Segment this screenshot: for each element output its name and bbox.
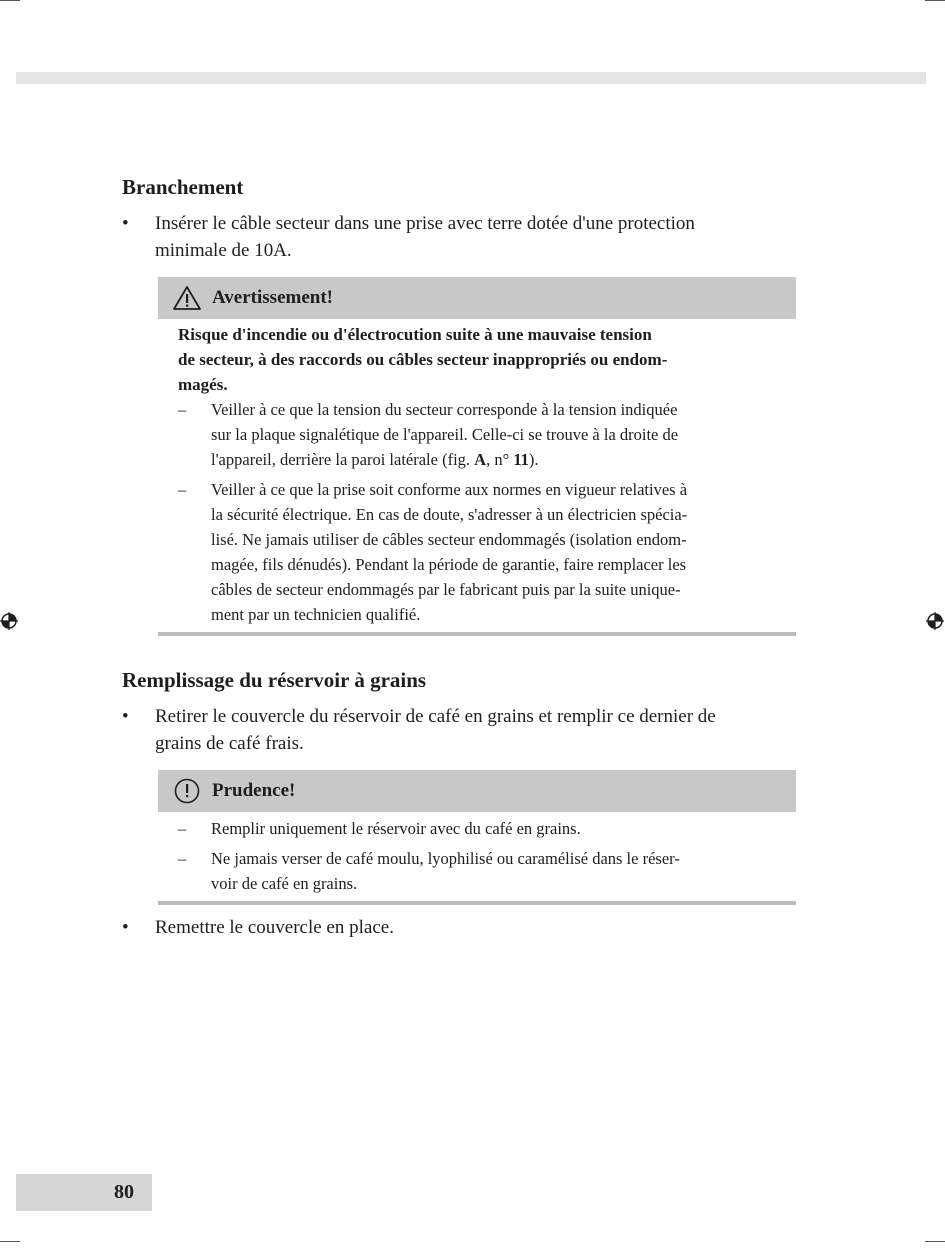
text-line: Veiller à ce que la prise soit conforme aux normes en vigueur relatives à <box>211 480 688 499</box>
text-line: Remplir uniquement le réservoir avec du café en grains. <box>211 819 581 838</box>
section-heading-remplissage: Remplissage du réservoir à grains <box>122 668 427 692</box>
page-number: 80 <box>114 1181 134 1203</box>
bullet-dot: • <box>122 917 129 938</box>
warning-triangle-icon <box>172 285 202 311</box>
text-line: sur la plaque signalétique de l'appareil. Celle-ci se trouve à la droite de <box>211 425 679 444</box>
dash-marker: – <box>178 819 187 838</box>
bullet-dot: • <box>122 213 129 234</box>
caution-item <box>178 816 786 841</box>
text-run: l'appareil, derrière la paroi latérale (fig. <box>211 450 475 469</box>
dash-marker: – <box>178 480 187 499</box>
caution-header <box>158 770 796 812</box>
figure-number: 11 <box>513 450 529 469</box>
warning-box <box>158 277 796 636</box>
bullet-text <box>155 704 812 757</box>
text-line: minimale de 10A. <box>155 239 292 261</box>
warning-title: Avertissement! <box>212 287 333 308</box>
text-line: Insérer le câble secteur dans une prise avec terre dotée d'une protection <box>155 213 695 234</box>
text-line: lisé. Ne jamais utiliser de câbles secteur endommagés (isolation endom- <box>211 530 687 549</box>
bullet-dot: • <box>122 706 129 727</box>
caution-exclamation-icon <box>172 778 202 804</box>
caution-box <box>158 770 796 905</box>
box-bottom-rule <box>158 901 796 905</box>
warning-body <box>158 319 796 627</box>
crop-mark <box>925 0 945 1</box>
text-line: câbles de secteur endommagés par le fabricant puis par la suite unique- <box>211 580 681 599</box>
text-line: la sécurité électrique. En cas de doute, s'adresser à un électricien spécia- <box>211 505 688 524</box>
bullet-item <box>122 704 812 757</box>
dash-marker: – <box>178 400 187 419</box>
caution-body <box>158 812 796 896</box>
header-band <box>16 72 926 84</box>
bullet-text: Remettre le couvercle en place. <box>155 917 394 938</box>
text-line: ment par un technicien qualifié. <box>211 605 421 624</box>
dash-marker: – <box>178 849 187 868</box>
text-line: Ne jamais verser de café moulu, lyophilisé ou caramélisé dans le réser- <box>211 849 680 868</box>
text-run: ). <box>528 450 539 469</box>
warning-header <box>158 277 796 319</box>
caution-item <box>178 846 786 896</box>
page-number-tab <box>16 1174 152 1211</box>
warning-item <box>178 397 786 472</box>
text-line: Risque d'incendie ou d'électrocution suite à une mauvaise tension <box>178 325 652 344</box>
text-line: magés. <box>178 375 228 394</box>
text-line <box>211 450 539 469</box>
crop-mark <box>0 1241 20 1242</box>
text-line: voir de café en grains. <box>211 874 358 893</box>
crop-mark <box>925 1241 945 1242</box>
text-line: Retirer le couvercle du réservoir de café en grains et remplir ce dernier de <box>155 706 716 727</box>
text-run: , n° <box>486 450 514 469</box>
text-line: Veiller à ce que la tension du secteur corresponde à la tension indiquée <box>211 400 678 419</box>
registration-mark-icon <box>0 612 18 630</box>
bullet-text <box>155 211 812 264</box>
bullet-item <box>122 211 812 264</box>
figure-ref: A <box>474 450 487 469</box>
registration-mark-icon <box>926 612 944 630</box>
text-line: de secteur, à des raccords ou câbles secteur inappropriés ou endom- <box>178 350 668 369</box>
crop-mark <box>0 0 20 1</box>
box-bottom-rule <box>158 632 796 636</box>
text-line: magée, fils dénudés). Pendant la période de garantie, faire remplacer les <box>211 555 687 574</box>
section-heading-branchement: Branchement <box>122 175 244 199</box>
warning-item <box>178 477 786 627</box>
text-line: grains de café frais. <box>155 732 304 754</box>
bullet-item <box>122 915 812 942</box>
caution-title: Prudence! <box>212 780 296 801</box>
warning-lead <box>178 319 786 397</box>
